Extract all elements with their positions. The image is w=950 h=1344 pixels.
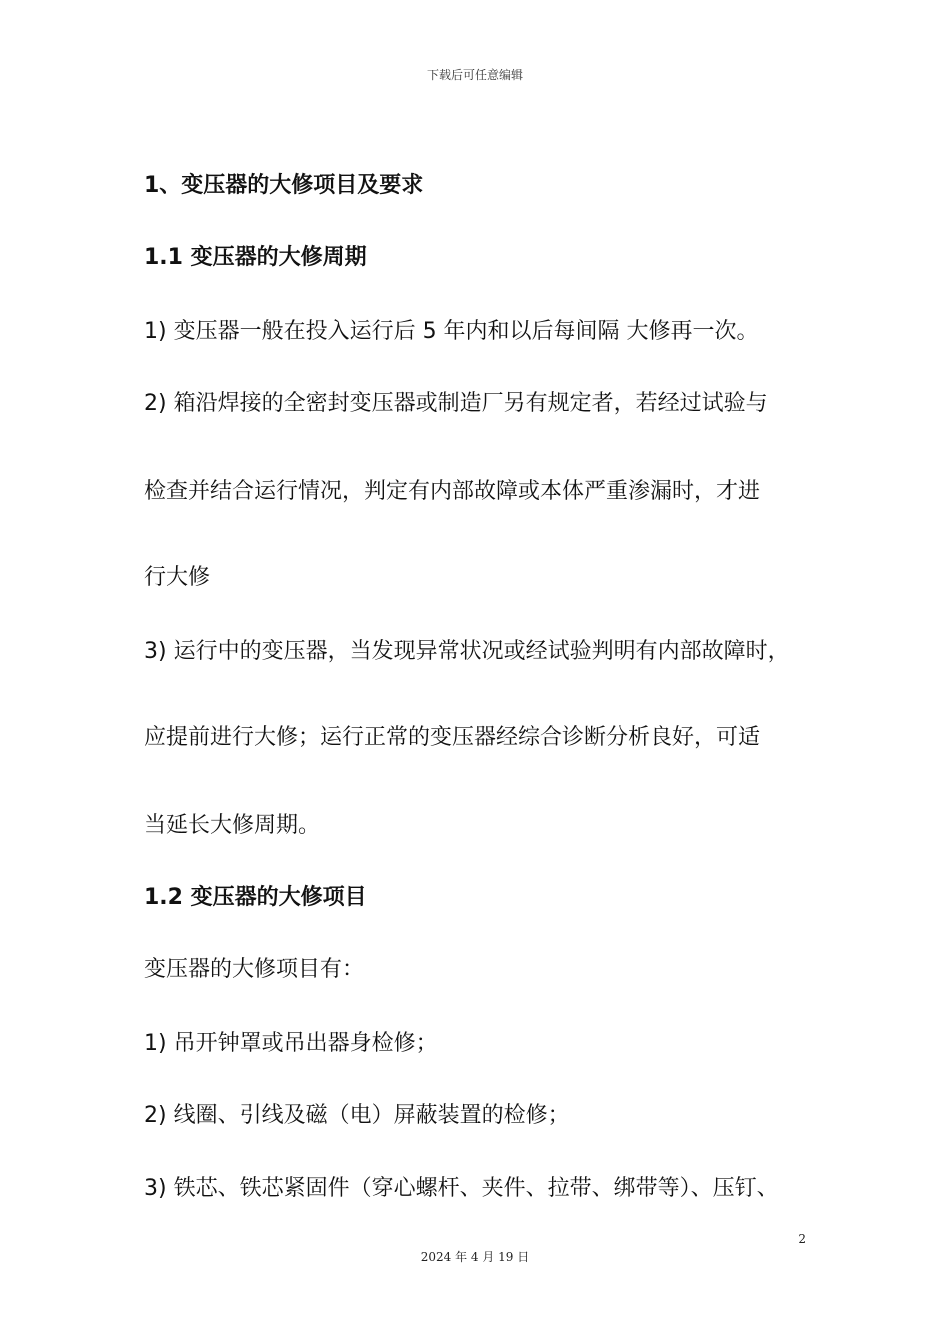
paragraph-line: 应提前进行大修；运行正常的变压器经综合诊断分析良好，可适 (144, 725, 761, 750)
paragraph-line: 行大修 (144, 565, 211, 590)
paragraph-line: 当延长大修周期。 (144, 813, 321, 838)
list-item: 1) 吊开钟罩或吊出器身检修； (144, 1031, 438, 1056)
footer-date: 2024 年 4 月 19 日 (420, 1250, 530, 1264)
paragraph-line: 2) 箱沿焊接的全密封变压器或制造厂另有规定者，若经过试验与 (144, 391, 768, 416)
page-number: 2 (798, 1232, 806, 1246)
list-item: 2) 线圈、引线及磁（电）屏蔽装置的检修； (144, 1103, 570, 1128)
subsection-heading-1-2: 1.2 变压器的大修项目 (144, 885, 367, 910)
section-heading-1: 1、变压器的大修项目及要求 (144, 173, 424, 198)
header-note: 下载后可任意编辑 (426, 68, 523, 82)
paragraph-line: 1) 变压器一般在投入运行后 5 年内和以后每间隔 大修再一次。 (144, 319, 759, 344)
paragraph-line: 3) 运行中的变压器，当发现异常状况或经试验判明有内部故障时， (144, 639, 790, 664)
paragraph-line: 检查并结合运行情况，判定有内部故障或本体严重渗漏时，才进 (144, 479, 761, 504)
subsection-heading-1-1: 1.1 变压器的大修周期 (144, 245, 367, 270)
paragraph-line: 变压器的大修项目有： (144, 957, 365, 982)
list-item: 3) 铁芯、铁芯紧固件（穿心螺杆、夹件、拉带、绑带等）、压钉、 (144, 1176, 779, 1201)
